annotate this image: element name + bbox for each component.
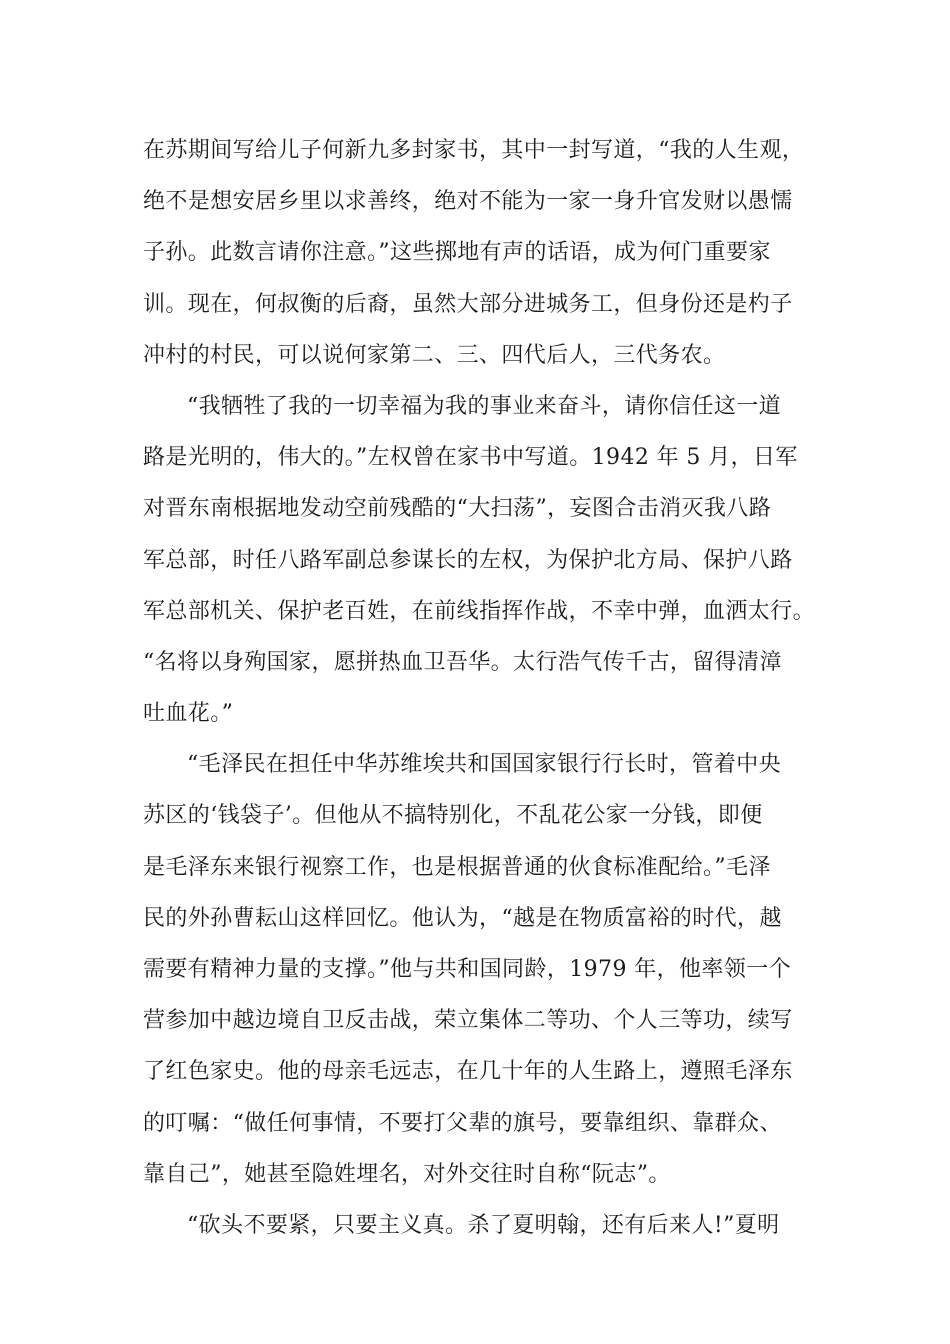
- text-line: 民的外孙曹耘山这样回忆。他认为，“越是在物质富裕的时代，越: [143, 905, 782, 931]
- paragraph-first-line: “我牺牲了我的一切幸福为我的事业来奋斗，请你信任这一道: [187, 393, 782, 419]
- text-line: 冲村的村民，可以说何家第二、三、四代后人，三代务农。: [143, 342, 726, 368]
- text-line: 了红色家史。他的母亲毛远志，在几十年的人生路上，遵照毛泽东: [143, 1059, 793, 1085]
- paragraph-first-line: “砍头不要紧，只要主义真。杀了夏明翰，还有后来人!”夏明: [187, 1212, 780, 1238]
- text-line: 军总部，时任八路军副总参谋长的左权，为保护北方局、保护八路: [143, 547, 793, 573]
- text-line: 军总部机关、保护老百姓，在前线指挥作战，不幸中弹，血洒太行。: [143, 598, 816, 624]
- text-line: 在苏期间写给儿子何新九多封家书，其中一封写道，“我的人生观，: [143, 138, 805, 163]
- text-line: 吐血花。”: [143, 701, 234, 727]
- text-line: 的叮嘱：“做任何事情，不要打父辈的旗号，要靠组织、靠群众、: [143, 1110, 782, 1136]
- text-line: 营参加中越边境自卫反击战，荣立集体二等功、个人三等功，续写: [143, 1008, 793, 1034]
- text-line: 子孙。此数言请你注意。”这些掷地有声的话语，成为何门重要家: [143, 240, 771, 266]
- text-line: 路是光明的，伟大的。”左权曾在家书中写道。1942 年 5 月，日军: [143, 445, 798, 471]
- text-line: 对晋东南根据地发动空前残酷的“大扫荡”，妄图合击消灭我八路: [143, 496, 772, 522]
- text-line: 需要有精神力量的支撑。”他与共和国同龄，1979 年，他率领一个: [143, 957, 792, 982]
- paragraph-first-line: “毛泽民在担任中华苏维埃共和国国家银行行长时，管着中央: [187, 752, 782, 778]
- document-body: [143, 130, 816, 1256]
- text-line: 是毛泽东来银行视察工作，也是根据普通的伙食标准配给。”毛泽: [143, 854, 771, 880]
- text-line: “名将以身殉国家，愿拼热血卫吾华。太行浩气传千古，留得清漳: [143, 649, 782, 675]
- text-line: 绝不是想安居乡里以求善终，绝对不能为一家一身升官发财以愚懦: [143, 189, 793, 215]
- text-line: 靠自己”，她甚至隐姓埋名，对外交往时自称“阮志”。: [143, 1161, 671, 1187]
- text-line: 训。现在，何叔衡的后裔，虽然大部分进城务工，但身份还是杓子: [143, 291, 793, 317]
- text-line: 苏区的‘钱袋子’。但他从不搞特别化，不乱花公家一分钱，即便: [143, 803, 763, 829]
